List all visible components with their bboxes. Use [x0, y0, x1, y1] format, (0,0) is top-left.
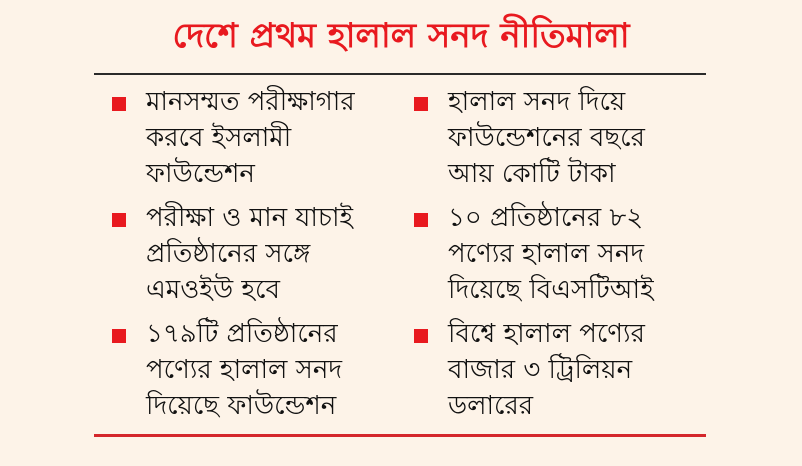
bullet-square-icon — [112, 329, 126, 343]
list-item-text: বিশ্বে হালাল পণ্যের বাজার ৩ ট্রিলিয়ন ডলারের — [448, 319, 645, 421]
list-item — [414, 84, 714, 200]
page-title: দেশে প্রথম হালাল সনদ নীতিমালা — [172, 16, 630, 56]
bullet-square-icon — [112, 97, 126, 111]
list-item-text: পরীক্ষা ও মান যাচাই প্রতিষ্ঠানের সঙ্গে এমওইউ হবে — [146, 203, 354, 305]
list-item-text: ১৭৯টি প্রতিষ্ঠানের পণ্যের হালাল সনদ দিয়েছে ফাউন্ডেশন — [146, 319, 343, 421]
list-item — [112, 316, 412, 432]
bullet-square-icon — [112, 213, 126, 227]
bullet-square-icon — [414, 97, 428, 111]
bullet-square-icon — [414, 329, 428, 343]
right-column — [414, 84, 714, 432]
list-item — [112, 200, 412, 316]
left-column — [112, 84, 412, 432]
top-divider — [94, 73, 706, 75]
bottom-divider — [94, 434, 706, 437]
list-item-text: মানসম্মত পরীক্ষাগার করবে ইসলামী ফাউন্ডেশন — [146, 87, 355, 189]
bullet-square-icon — [414, 213, 428, 227]
list-item-text: হালাল সনদ দিয়ে ফাউন্ডেশনের বছরে আয় কোটি টাকা — [448, 87, 645, 189]
list-item — [414, 200, 714, 316]
list-item-text: ১০ প্রতিষ্ঠানের ৮২ পণ্যের হালাল সনদ দিয়েছে বিএসটিআই — [448, 203, 654, 305]
list-item — [414, 316, 714, 432]
list-item — [112, 84, 412, 200]
